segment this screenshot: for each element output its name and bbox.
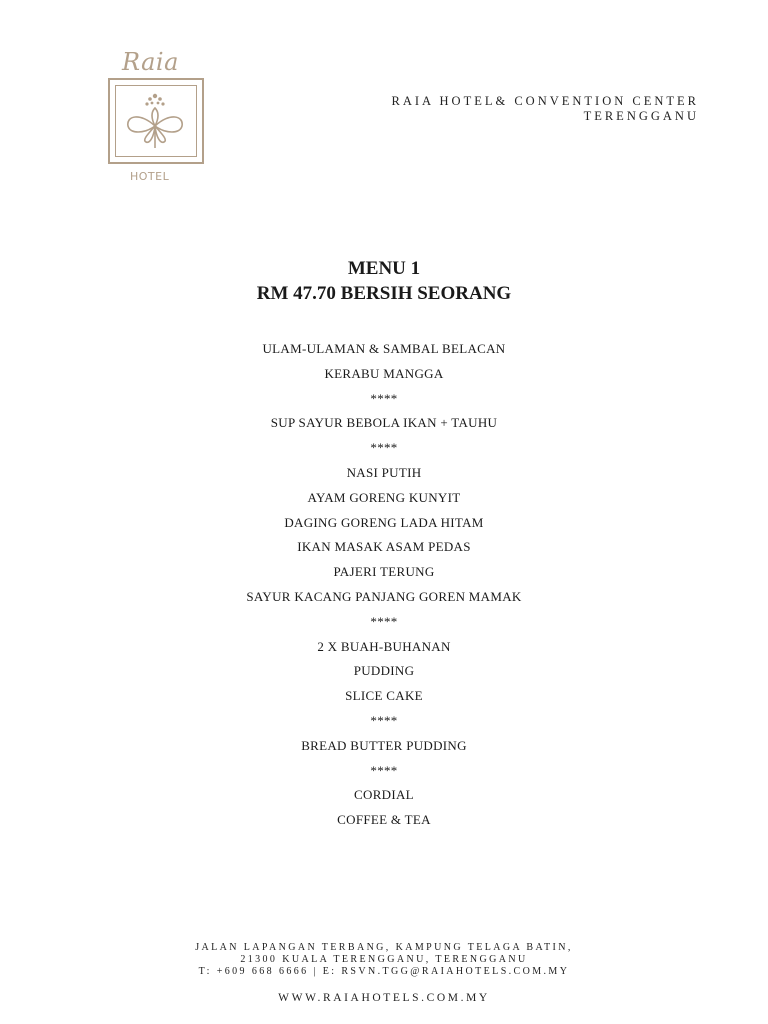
menu-item: PAJERI TERUNG — [333, 564, 435, 580]
menu-item: SAYUR KACANG PANJANG GOREN MAMAK — [246, 588, 522, 604]
menu-item: NASI PUTIH — [346, 464, 422, 480]
menu-separator: **** — [370, 613, 398, 629]
menu-item: KERABU MANGGA — [324, 365, 444, 381]
menu-title: MENU 1 — [347, 258, 421, 279]
menu-item: IKAN MASAK ASAM PEDAS — [297, 539, 471, 555]
hibiscus-flower-icon — [118, 86, 192, 156]
menu-item: COFFEE & TEA — [337, 812, 431, 828]
logo-frame — [108, 78, 204, 164]
menu-items-list — [0, 337, 768, 833]
hotel-location-line: TERENGGANU — [583, 109, 699, 123]
menu-item: ULAM-ULAMAN & SAMBAL BELACAN — [262, 341, 506, 356]
menu-separator: **** — [370, 762, 398, 778]
menu-item: CORDIAL — [354, 787, 414, 803]
menu-separator: **** — [370, 440, 398, 456]
contact-line: T: +609 668 6666 | E: RSVN.TGG@RAIAHOTELS.COM.MY — [198, 966, 570, 977]
menu-item: PUDDING — [353, 663, 415, 679]
menu-item: BREAD BUTTER PUDDING — [301, 737, 467, 753]
logo-script-text: Raia — [122, 48, 179, 76]
menu-separator: **** — [370, 712, 398, 728]
address-line-2: 21300 KUALA TERENGGANU, TERENGGANU — [240, 954, 528, 965]
menu-item: SUP SAYUR BEBOLA IKAN + TAUHU — [270, 415, 498, 431]
menu-separator: **** — [370, 390, 398, 406]
footer-address — [0, 942, 768, 978]
menu-item: DAGING GORENG LADA HITAM — [284, 514, 484, 530]
menu-item: 2 X BUAH-BUHANAN — [317, 638, 451, 654]
logo-word: HOTEL — [130, 170, 170, 183]
hotel-name-line: RAIA HOTEL& CONVENTION CENTER — [391, 94, 699, 108]
hotel-logo — [108, 48, 204, 188]
address-line-1: JALAN LAPANGAN TERBANG, KAMPUNG TELAGA BATIN, — [195, 942, 573, 953]
menu-item: AYAM GORENG KUNYIT — [307, 489, 461, 505]
menu-item: SLICE CAKE — [345, 688, 423, 704]
menu-title-block — [0, 256, 768, 306]
menu-price: RM 47.70 BERSIH SEORANG — [256, 283, 512, 304]
hotel-name-header — [392, 94, 699, 124]
website-link[interactable]: WWW.RAIAHOTELS.COM.MY — [278, 992, 490, 1004]
